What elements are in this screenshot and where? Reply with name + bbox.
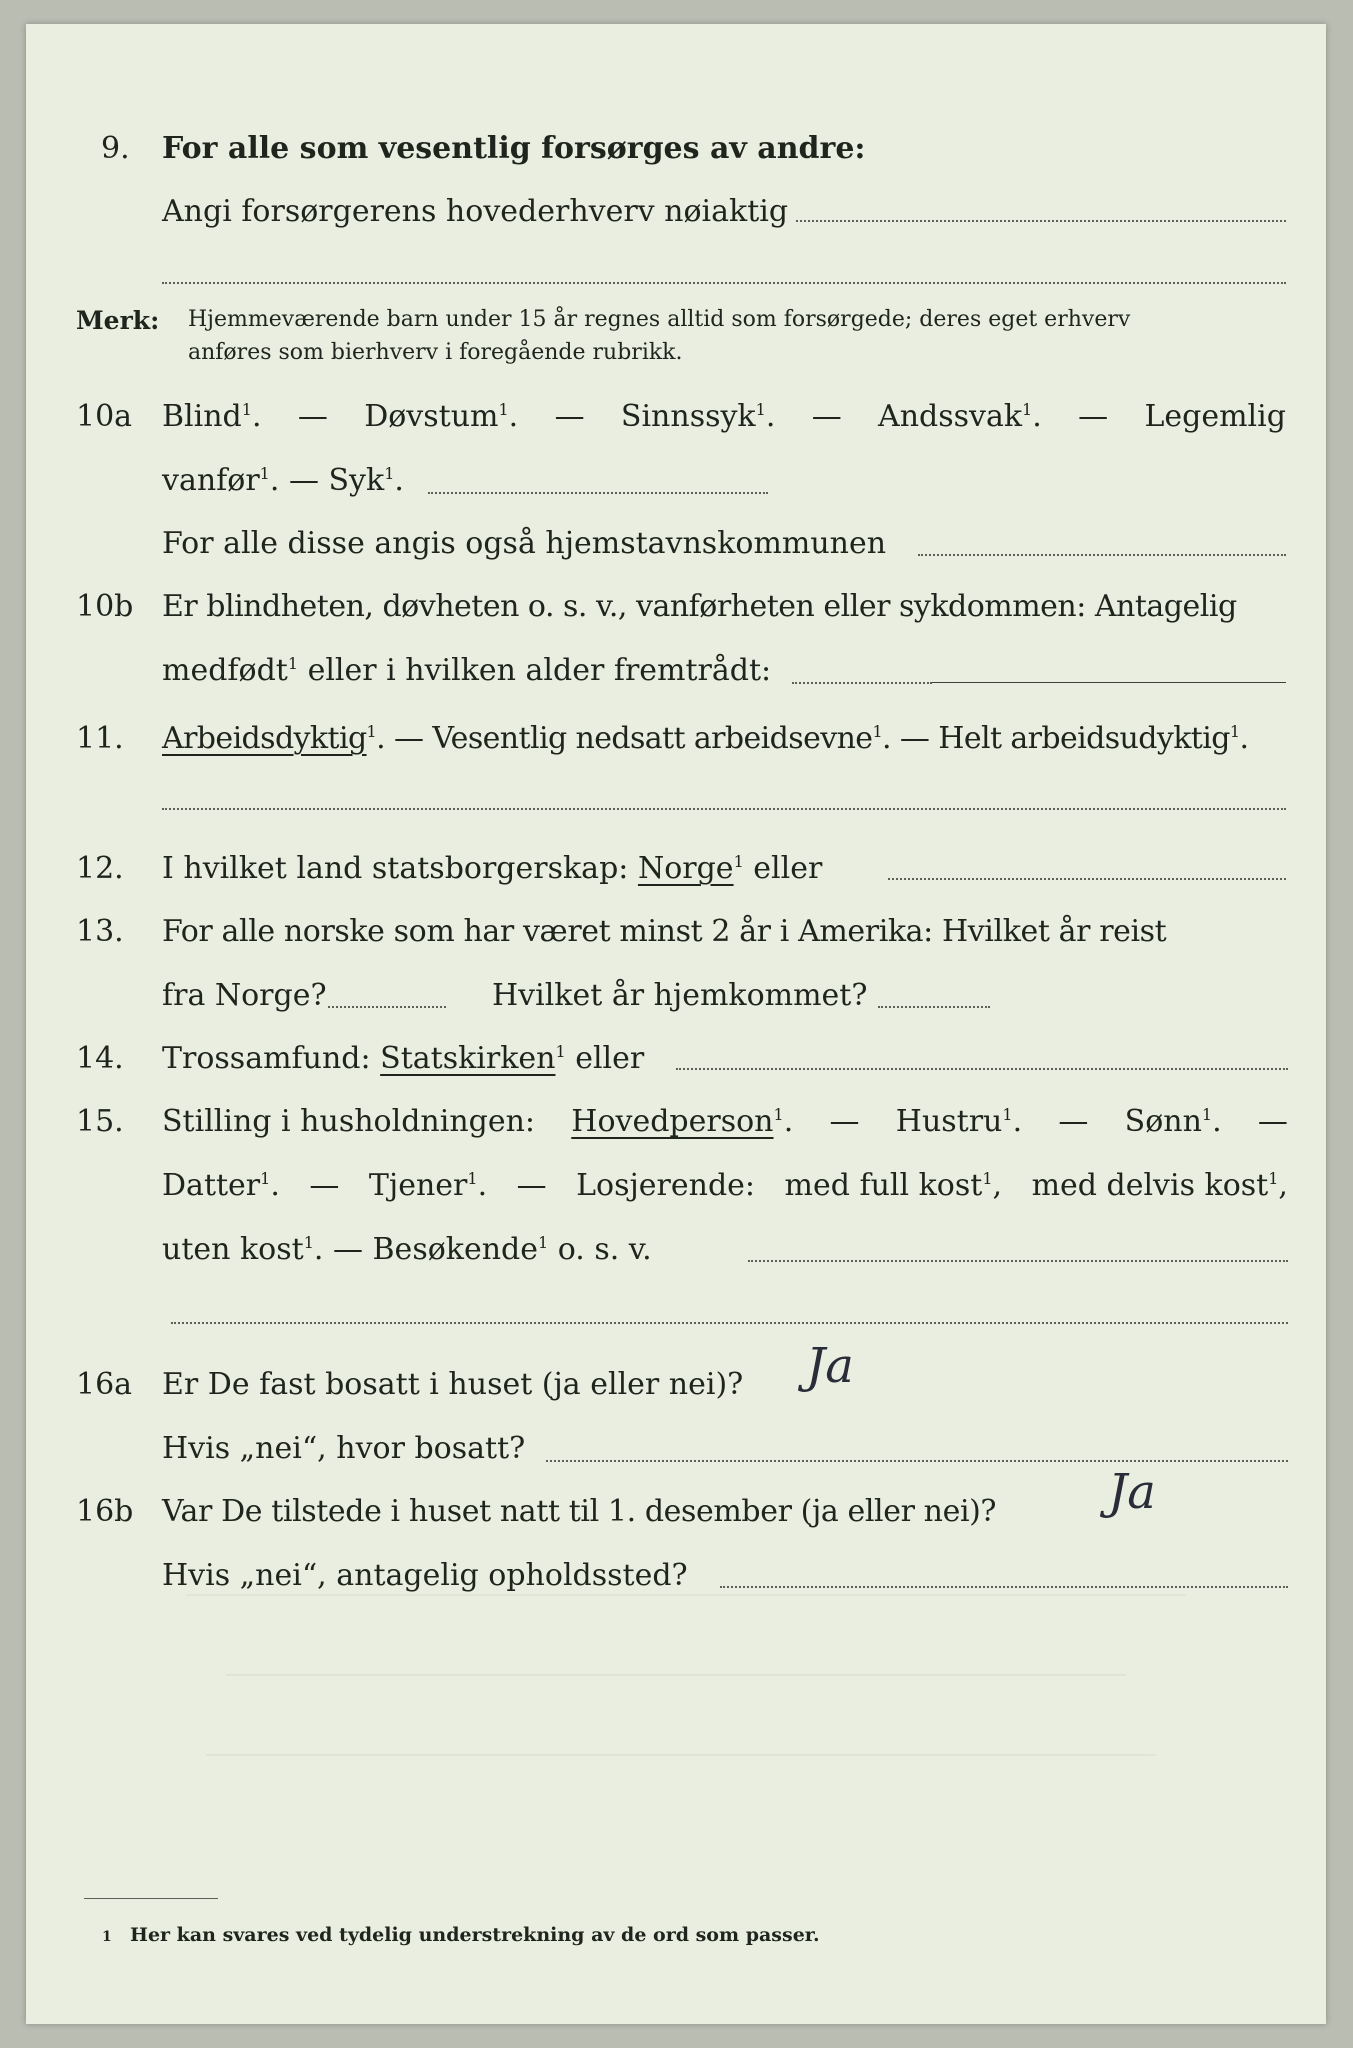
- q15-answer-line[interactable]: [748, 1260, 1288, 1262]
- q16b-line2: Hvis „nei“, antagelig opholdssted?: [162, 1558, 688, 1593]
- q10a-vanfor[interactable]: vanfør: [162, 463, 260, 498]
- q15-hovedperson[interactable]: Hovedperson: [571, 1104, 774, 1139]
- q9-line1: For alle som vesentlig forsørges av andre:: [162, 131, 866, 166]
- q15-line1: Stilling i husholdningen: Hovedperson$^1$. — Hustru$^1$. — Sønn$^1$. —: [162, 1104, 1288, 1139]
- q10b-line2: medfødt$^1$ eller i hvilken alder fremtrådt:: [162, 653, 772, 688]
- q10a-andssvak[interactable]: Andssvak: [878, 399, 1023, 434]
- merk-line1: Hjemmeværende barn under 15 år regnes alltid som forsørgede; deres eget erhverv: [188, 307, 1131, 332]
- q9-answer-line[interactable]: [796, 220, 1286, 222]
- q15-full-kost[interactable]: med full kost: [784, 1168, 983, 1203]
- q16b-number: 16b: [76, 1494, 134, 1529]
- q10a-line2: vanfør$^1$. — Syk$^1$.: [162, 463, 404, 498]
- q13-line1: For alle norske som har været minst 2 år i Amerika: Hvilket år reist: [162, 914, 1167, 949]
- q10b-number: 10b: [76, 589, 134, 624]
- q10a-hjemstavn-line[interactable]: [918, 554, 1286, 556]
- q12-number: 12.: [76, 851, 124, 886]
- q16b-answer[interactable]: Ja: [1108, 1464, 1156, 1520]
- q15-losjerende: Losjerende:: [576, 1168, 756, 1203]
- q10a-syk-line[interactable]: [428, 492, 768, 494]
- q10b-alder-line-dotted[interactable]: [792, 682, 932, 684]
- q16a-answer[interactable]: Ja: [806, 1338, 854, 1394]
- q16a-bosatt-line[interactable]: [546, 1460, 1288, 1462]
- q11-line: Arbeidsdyktig$^1$. — Vesentlig nedsatt arbeidsevne$^1$. — Helt arbeidsudyktig$^1$.: [162, 721, 1249, 756]
- q14-answer-line[interactable]: [676, 1068, 1288, 1070]
- q15-hustru[interactable]: Hustru: [895, 1104, 1003, 1139]
- q15-sonn[interactable]: Sønn: [1124, 1104, 1202, 1139]
- q10a-line3: For alle disse angis også hjemstavnskommunen: [162, 526, 887, 561]
- q15-delvis-kost[interactable]: med delvis kost: [1031, 1168, 1269, 1203]
- q15-uten-kost[interactable]: uten kost: [162, 1232, 304, 1267]
- q10a-blind[interactable]: Blind: [162, 399, 242, 434]
- q10b-medfodt[interactable]: medfødt: [162, 653, 288, 688]
- q11-nedsatt[interactable]: Vesentlig nedsatt arbeidsevne: [432, 721, 873, 756]
- q13-number: 13.: [76, 914, 124, 949]
- q12-norge[interactable]: Norge: [637, 851, 734, 886]
- q10a-line1: Blind$^1$. — Døvstum$^1$. — Sinnssyk$^1$. — Andssvak$^1$. — Legemlig: [162, 399, 1286, 434]
- q16a-number: 16a: [76, 1367, 133, 1402]
- q11-answer-line[interactable]: [162, 808, 1286, 810]
- q9-line2: Angi forsørgerens hovederhverv nøiaktig: [162, 194, 789, 229]
- q12-answer-line[interactable]: [888, 878, 1286, 880]
- q14-line: Trossamfund: Statskirken$^1$ eller: [162, 1041, 645, 1076]
- footnote-mark: 1: [102, 1929, 112, 1945]
- q10b-line1: Er blindheten, døvheten o. s. v., vanførheten eller sykdommen: Antagelig: [162, 589, 1237, 624]
- q13-line2b: Hvilket år hjemkommet?: [492, 978, 868, 1013]
- q16a-line2: Hvis „nei“, hvor bosatt?: [162, 1431, 526, 1466]
- q15-tjener[interactable]: Tjener: [368, 1168, 468, 1203]
- footnote-separator: [84, 1898, 218, 1899]
- q10a-legemlig[interactable]: Legemlig: [1144, 399, 1286, 434]
- q11-arbeidsdyktig[interactable]: Arbeidsdyktig: [162, 721, 367, 756]
- q16b-opholdssted-line[interactable]: [720, 1586, 1288, 1588]
- footnote-text: Her kan svares ved tydelig understrekning av de ord som passer.: [130, 1924, 820, 1946]
- q10b-alder-line[interactable]: [932, 682, 1286, 683]
- q10a-dovstum[interactable]: Døvstum: [364, 399, 499, 434]
- q14-number: 14.: [76, 1041, 124, 1076]
- q9-number: 9.: [101, 131, 130, 166]
- merk-label: Merk:: [76, 306, 160, 335]
- bleed-through-area: [186, 1594, 1286, 1854]
- q12-line: I hvilket land statsborgerskap: Norge$^1$ eller: [162, 851, 823, 886]
- q13-hjemkommet-line[interactable]: [878, 1006, 990, 1008]
- census-form-page: [26, 24, 1326, 2024]
- q15-answer-line-2[interactable]: [171, 1322, 1288, 1324]
- q15-number: 15.: [76, 1104, 124, 1139]
- q15-datter[interactable]: Datter: [162, 1168, 261, 1203]
- q15-line2: Datter$^1$. — Tjener$^1$. — Losjerende: med full kost$^1$, med delvis kost$^1$,: [162, 1168, 1288, 1203]
- q16b-line1: Var De tilstede i huset natt til 1. desember (ja eller nei)?: [162, 1494, 997, 1529]
- q15-line3: uten kost$^1$. — Besøkende$^1$ o. s. v.: [162, 1232, 652, 1267]
- q14-statskirken[interactable]: Statskirken: [380, 1041, 556, 1076]
- q10a-sinnssyk[interactable]: Sinnssyk: [620, 399, 756, 434]
- q9-answer-line-2[interactable]: [162, 282, 1286, 284]
- q11-udyktig[interactable]: Helt arbeidsudyktig: [938, 721, 1230, 756]
- q16a-line1: Er De fast bosatt i huset (ja eller nei)?: [162, 1367, 744, 1402]
- q13-line2a: fra Norge?: [162, 978, 327, 1013]
- q15-besokende[interactable]: Besøkende: [372, 1232, 538, 1267]
- merk-line2: anføres som bierhverv i foregående rubrikk.: [188, 340, 683, 365]
- q10a-number: 10a: [76, 399, 133, 434]
- q11-number: 11.: [76, 721, 124, 756]
- q13-reist-line[interactable]: [328, 1006, 446, 1008]
- q10a-syk[interactable]: Syk: [328, 463, 385, 498]
